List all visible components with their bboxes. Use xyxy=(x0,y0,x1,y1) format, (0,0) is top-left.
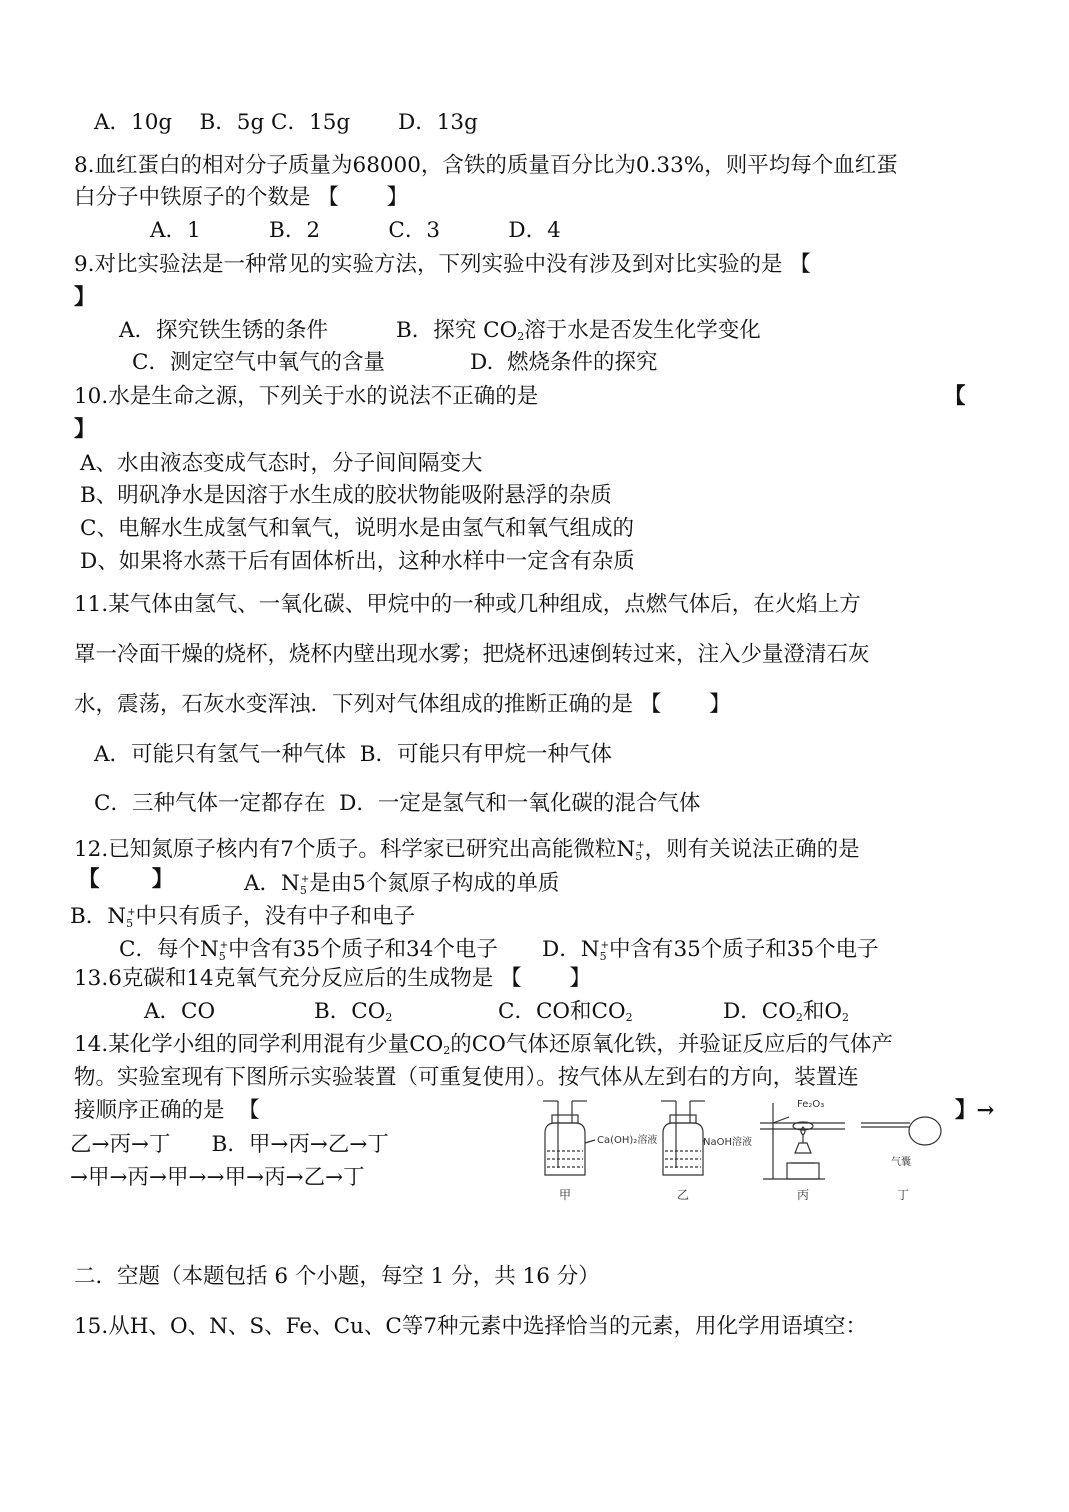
q13-line1: 13.6克碳和14克氧气充分反应后的生成物是 【 】 xyxy=(74,966,591,991)
fig-label-caoh2: Ca(OH)₂溶液 xyxy=(597,1135,658,1146)
section2-title: 二．空题（本题包括 6 个小题，每空 1 分，共 16 分） xyxy=(74,1264,600,1289)
q10-option-d: D、如果将水蒸干后有固体析出，这种水样中一定含有杂质 xyxy=(80,549,635,574)
q11-line1: 11.某气体由氢气、一氧化碳、甲烷中的一种或几种组成，点燃气体后，在火焰上方 xyxy=(74,592,861,617)
q8-line1: 8.血红蛋白的相对分子质量为68000，含铁的质量百分比为0.33%，则平均每个血红蛋 xyxy=(74,153,898,178)
q8-options: A．1 B．2 C．3 D．4 xyxy=(150,218,561,243)
q10-option-b: B、明矾净水是因溶于水生成的胶状物能吸附悬浮的杂质 xyxy=(80,483,612,508)
q9-line1: 9.对比实验法是一种常见的实验方法，下列实验中没有涉及到对比实验的是 【 xyxy=(74,252,811,277)
q13-option-a: A．CO xyxy=(144,999,216,1024)
q12-option-a: A．N5+是由5个氮原子构成的单质 xyxy=(244,871,560,897)
q10-bracket-open: 【 xyxy=(944,384,966,409)
q9-option-c: C．测定空气中氧气的含量 xyxy=(132,350,385,375)
q12-option-c: C．每个N5+中含有35个质子和34个电子 xyxy=(119,937,498,963)
q9-line2: 】 xyxy=(74,285,96,310)
q13-option-b: B．$CO_2$ xyxy=(314,999,393,1024)
q14-line4: 乙→丙→丁 B．甲→丙→乙→丁 xyxy=(70,1132,389,1157)
q7-options: A．10g B．5g C．15g D．13g xyxy=(94,110,478,135)
q12-option-d: D．N5+中含有35个质子和35个电子 xyxy=(542,937,879,963)
apparatus-yi xyxy=(661,1101,705,1175)
q14-line3-end: 】→ xyxy=(955,1098,995,1123)
q10-option-c: C、电解水生成氢气和氧气，说明水是由氢气和氧气组成的 xyxy=(80,516,634,541)
q12-line1: 12.已知氮原子核内有7个质子。科学家已研究出高能微粒N5+，则有关说法正确的是 xyxy=(74,837,860,863)
q9-option-d: D. 燃烧条件的探究 xyxy=(470,350,658,375)
fig-label-gasbag: 气囊 xyxy=(891,1157,911,1168)
q10-bracket-close: 】 xyxy=(74,417,96,442)
q9-option-b: B．探究 $CO_2$溶于水是否发生化学变化 xyxy=(396,318,761,343)
apparatus-jia xyxy=(543,1101,595,1175)
q12-option-b: B．N5+中只有质子，没有中子和电子 xyxy=(70,904,416,930)
q11-options-ab: A．可能只有氢气一种气体 B．可能只有甲烷一种气体 xyxy=(94,742,612,767)
q14-line5: →甲→丙→甲→→甲→丙→乙→丁 xyxy=(70,1165,365,1190)
q15-line1: 15.从H、O、N、S、Fe、Cu、C等7种元素中选择恰当的元素，用化学用语填空： xyxy=(74,1314,868,1339)
q11-line2: 罩一冷面干燥的烧杯，烧杯内壁出现水雾；把烧杯迅速倒转过来，注入少量澄清石灰 xyxy=(74,642,870,667)
apparatus-ding xyxy=(861,1117,941,1145)
q13-option-c: C．CO和$CO_2$ xyxy=(498,999,633,1024)
q11-options-cd: C．三种气体一定都存在 D．一定是氢气和一氧化碳的混合气体 xyxy=(94,791,701,816)
fig-label-fe2o3: Fe₂O₃ xyxy=(797,1099,825,1110)
fig-label-bing: 丙 xyxy=(797,1188,810,1202)
q8-line2: 白分子中铁原子的个数是 【 】 xyxy=(74,185,409,210)
q12-answer-bracket: 【 】 xyxy=(78,867,174,892)
q9-option-a: A．探究铁生锈的条件 xyxy=(119,318,329,343)
fig-label-yi: 乙 xyxy=(677,1188,690,1202)
fig-label-ding: 丁 xyxy=(897,1188,910,1202)
fig-label-jia: 甲 xyxy=(559,1188,572,1202)
q10-line1: 10.水是生命之源，下列关于水的说法不正确的是 xyxy=(74,384,539,409)
q14-line3: 接顺序正确的是 【 xyxy=(74,1098,260,1123)
q10-option-a: A、水由液态变成气态时，分子间间隔变大 xyxy=(80,451,483,476)
q14-line1: 14.某化学小组的同学利用混有少量$CO_2$的CO气体还原氧化铁，并验证反应后的气体产 xyxy=(74,1032,893,1057)
q11-line3: 水，震荡，石灰水变浑浊．下列对气体组成的推断正确的是 【 】 xyxy=(74,692,731,717)
apparatus-figure xyxy=(525,1093,955,1208)
q14-line2: 物。实验室现有下图所示实验装置（可重复使用）。按气体从左到右的方向，装置连 xyxy=(74,1065,859,1090)
fig-label-naoh: NaOH溶液 xyxy=(703,1137,752,1148)
q13-option-d: D．$CO_2$和$O_2$ xyxy=(723,999,849,1024)
apparatus-bing xyxy=(760,1103,845,1179)
